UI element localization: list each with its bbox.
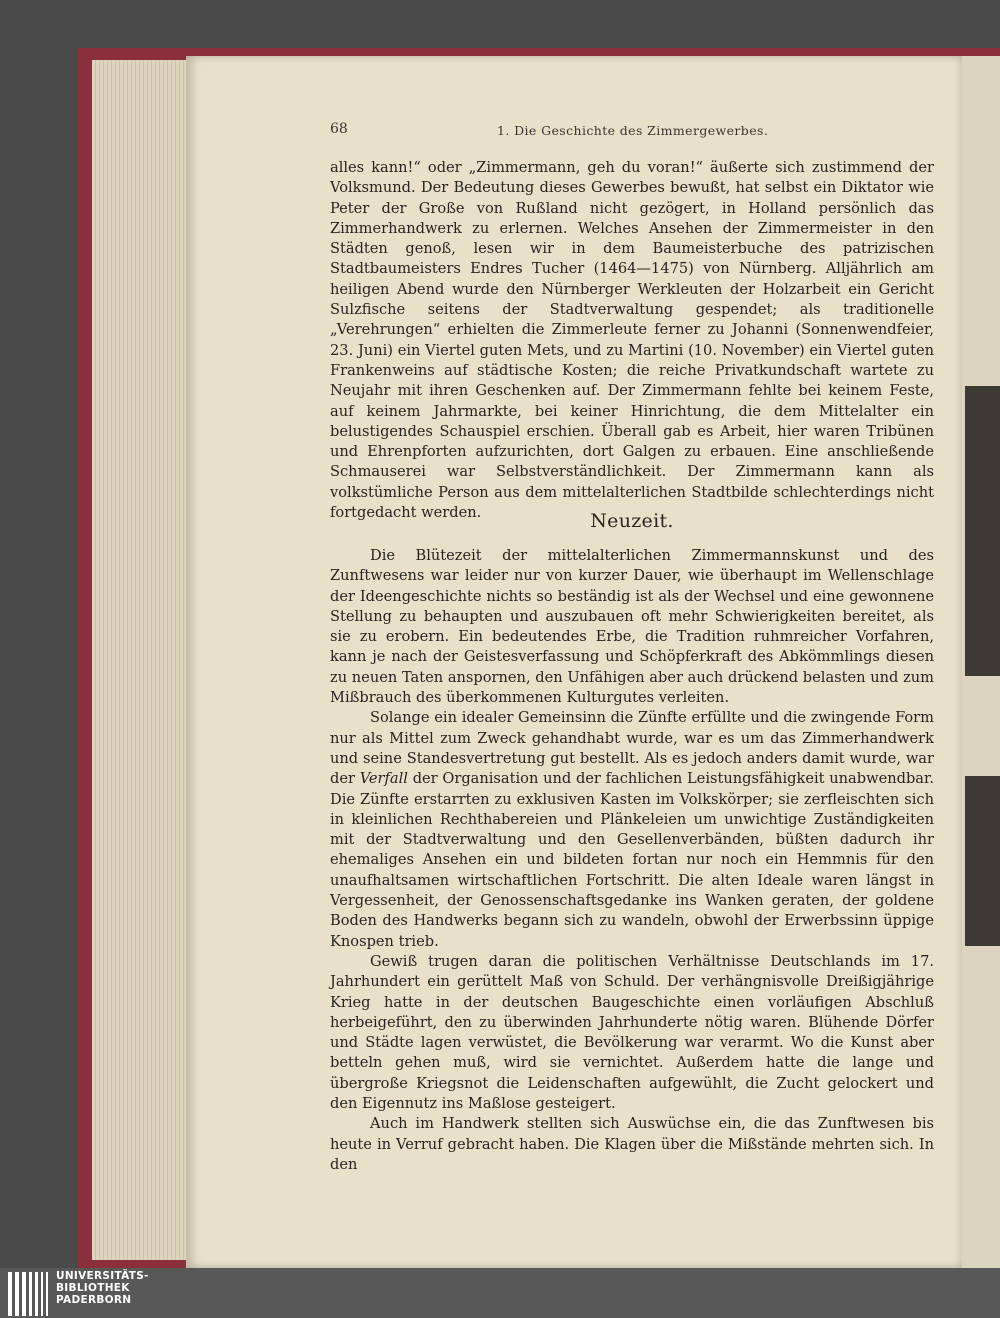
paragraph: Die Blütezeit der mittelalterlichen Zimmermannskunst und des Zunftwesens war leider nur von kurzer Dauer, wie überhaupt im Wellenschlage der Ideengeschichte nichts so beständig ist als der Wechsel und eine gewonnene Stellung zu behaupten und auszubauen oft mehr Schwierigkeiten bereitet, als sie zu erobern. Ein bedeutendes Erbe, die Tradition ruhmreicher Vorfahren, kann je nach der Geistesverfassung und Schöpferkraft des Abkömmlings diesen zu neuen Taten anspornen, den Unfähigen aber auch drückend belasten und zum Mißbrauch des überkommenen Kulturgutes verleiten. xyxy=(330,547,934,707)
library-name-line: PADERBORN xyxy=(56,1294,132,1306)
paragraph: alles kann!“ oder „Zimmermann, geh du voran!“ äußerte sich zustimmend der Volksmund. Der Bedeutung dieses Gewerbes bewußt, hat selbst ein Diktator wie Peter der Große von Rußland nicht gezögert, in Holland persönlich das Zimmerhandwerk zu erlernen. Welches Ansehen der Zimmermeister in den Städten genoß, lesen wir in dem Baumeisterbuche des patrizischen Stadtbaumeisters Endres Tucher (1464—1475) von Nürnberg. Alljährlich am heiligen Abend wurde den Nürnberger Werkleuten der Holzarbeit ein Gericht Sulzfische seitens der Stadtverwaltung gespendet; als traditionelle „Verehrungen“ erhielten die Zimmerleute ferner zu Johanni (Sonnenwendfeier, 23. Juni) ein Viertel guten Mets, und zu Martini (10. November) ein Viertel guten Frankenweins auf städtische Kosten; die reiche Privatkundschaft wartete zu Neujahr mit ihren Geschenken auf. Der Zimmermann fehlte bei keinem Feste, auf keinem Jahrmarkte, bei keiner Hinrichtung, die dem Mittelalter ein belustigendes Schauspiel erschien. Überall gab es Arbeit, hier waren Tribünen und Ehrenpforten aufzurichten, dort Galgen zu erbauen. Eine anschließende Schmauserei war Selbstverständlichkeit. Der Zimmermann kann als volkstümliche Person aus dem mittelalterlichen Stadtbilde schlechterdings nicht fortgedacht werden. xyxy=(330,159,934,522)
emphasized-word: Verfall xyxy=(359,770,408,788)
library-name-line: BIBLIOTHEK xyxy=(56,1282,130,1294)
adjacent-page-edge xyxy=(958,56,1000,1268)
page-number: 68 xyxy=(330,121,348,137)
paragraph-text: der Organisation und der fachlichen Leistungsfähigkeit unabwendbar. Die Zünfte erstarrten zu exklusiven Kasten im Volkskörper; sie zerfleischten sich in kleinlichen Rechthabereien und Plänkeleien um unwichtige Zuständigkeiten mit der Stadtverwaltung und den Gesellenverbänden, büßten dadurch ihr ehemaliges Ansehen ein und bildeten fortan nur noch ein Hemmnis für den unaufhaltsamen wirtschaftlichen Fortschritt. Die alten Ideale waren längst in Vergessenheit, der Genossenschaftsgedanke ins Wanken geraten, der goldene Boden des Handwerks begann sich zu wandeln, obwohl der Erwerbssinn üppige Knospen trieb. xyxy=(330,770,934,950)
adjacent-illustration-fragment xyxy=(965,776,1000,946)
text-block-neuzeit xyxy=(330,546,934,1175)
paragraph xyxy=(330,708,934,952)
library-logo-icon xyxy=(8,1272,48,1316)
adjacent-illustration-fragment xyxy=(965,386,1000,676)
library-name-line: UNIVERSITÄTS- xyxy=(56,1270,149,1282)
paragraph: Auch im Handwerk stellten sich Auswüchse ein, die das Zunftwesen bis heute in Verruf gebracht haben. Die Klagen über die Mißstände mehrten sich. In den xyxy=(330,1115,934,1173)
section-heading: Neuzeit. xyxy=(590,510,674,532)
paragraph: Gewiß trugen daran die politischen Verhältnisse Deutschlands im 17. Jahrhundert ein gerüttelt Maß von Schuld. Der verhängnisvolle Dreißigjährige Krieg hatte in der deutschen Baugeschichte einen vorläufigen Abschluß herbeigeführt, den zu überwinden Jahrhunderte nötig waren. Blühende Dörfer und Städte lagen verwüstet, die Bevölkerung war verarmt. Wo die Kunst aber betteln gehen muß, wird sie vernichtet. Außerdem hatte die lange und übergroße Kriegsnot die Leidenschaften aufgewühlt, die Zucht gelockert und den Eigennutz ins Maßlose gesteigert. xyxy=(330,952,934,1113)
library-footer xyxy=(0,1268,1000,1318)
running-head: 1. Die Geschichte des Zimmergewerbes. xyxy=(497,123,769,138)
text-block-intro xyxy=(330,158,934,523)
paragraph-text: Solange ein idealer Gemeinsinn die Zünfte erfüllte und die zwingende Form nur als Mittel zum Zweck gehandhabt wurde, war es um das Zimmerhandwerk und seine Standesvertretung gut bestellt. Als es jedoch anders damit wurde, war der xyxy=(330,709,934,788)
